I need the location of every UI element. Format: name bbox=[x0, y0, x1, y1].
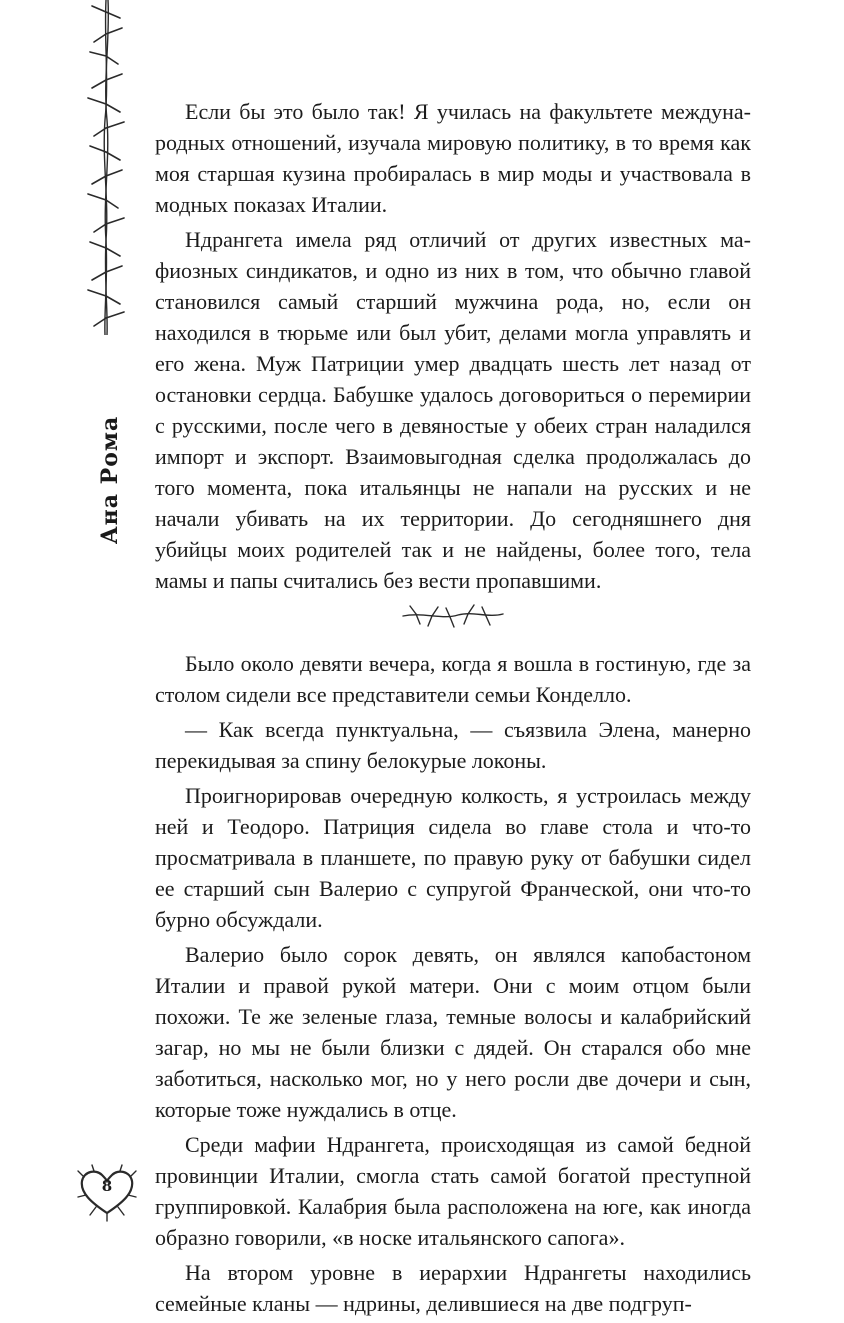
thorn-vine-ornament bbox=[82, 0, 130, 335]
paragraph: Если бы это было так! Я училась на факультете международных отношений, изучала мировую политику, в то время как моя старшая кузина пробиралась в мир моды и участвовала в модных показах Италии. bbox=[155, 99, 751, 217]
page-number-badge bbox=[72, 1163, 142, 1223]
paragraph: Валерио было сорок девять, он являлся капобастоном Италии и правой рукой матери. Они с моим отцом были похожи. Те же зеленые глаза, темные волосы и калабрийский загар, но мы не были близки с дядей. Он старался обо мне заботиться, насколько мог, но у него росли две дочери и сын, которые тоже нуждались в отце. bbox=[155, 942, 751, 1122]
paragraph: Ндрангета имела ряд отличий от других известных мафиозных синдикатов, и одно из них в том, что обычно главой становился самый старший мужчина рода, но, если он находился в тюрьме или был убит, делами могла управлять и его жена. Муж Патриции умер двадцать шесть лет назад от остановки сердца. Бабушке удалось договориться о перемирии с русскими, после чего в девяностые у обеих стран наладился импорт и экспорт. Взаимовыгодная сделка продолжалась до того момента, пока итальянцы не напали на русских и не начали убивать на их территории. До сегодняшнего дня убийцы моих родителей так и не найдены, более того, тела мамы и папы считались без вести пропавшими. bbox=[155, 227, 751, 593]
paragraph: Проигнорировав очередную колкость, я устроилась между ней и Теодоро. Патриция сидела во главе стола и что-то просматривала в планшете, по правую руку от бабушки сидел ее старший сын Валерио с супругой Франческой, они что-то бурно обсуждали. bbox=[155, 783, 751, 932]
thorn-divider-icon bbox=[398, 600, 508, 630]
paragraph: — Как всегда пунктуальна, — съязвила Элена, манерно перекидывая за спину белокурые локоны. bbox=[155, 717, 751, 773]
paragraph: На втором уровне в иерархии Ндрангеты находились семейные кланы — ндрины, делившиеся на две подгруп- bbox=[155, 1260, 751, 1316]
running-head-author: Ана Рома bbox=[97, 415, 123, 545]
paragraph: Среди мафии Ндрангета, происходящая из самой бедной провинции Италии, смогла стать самой богатой преступной группировкой. Калабрия была расположена на юге, как иногда образно говорили, «в носке итальянского сапога». bbox=[155, 1132, 751, 1250]
page-number: 8 bbox=[101, 1177, 113, 1195]
running-head bbox=[85, 415, 135, 545]
section-divider bbox=[155, 600, 751, 642]
body-text bbox=[155, 96, 751, 1323]
paragraph: Было около девяти вечера, когда я вошла в гостиную, где за столом сидели все представители семьи Конделло. bbox=[155, 651, 751, 707]
